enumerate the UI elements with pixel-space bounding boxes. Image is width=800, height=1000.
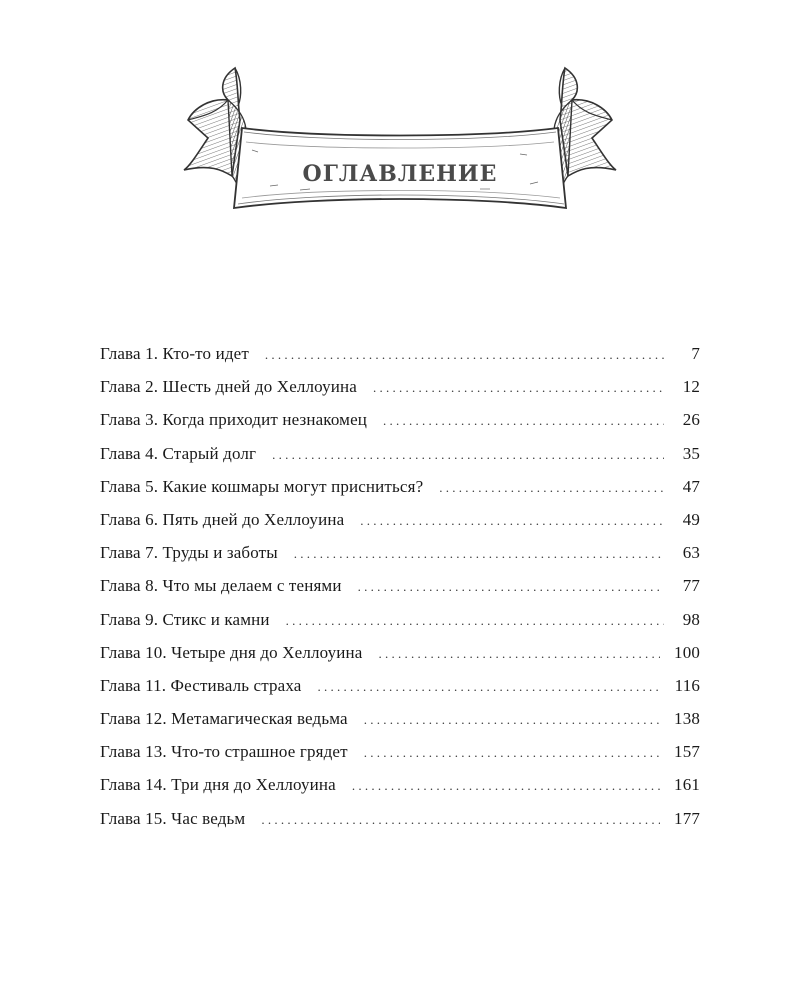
page-number: 7 bbox=[691, 344, 700, 363]
toc-row[interactable] bbox=[100, 410, 700, 443]
chapter-title: Глава 5. Какие кошмары могут присниться? bbox=[100, 476, 424, 496]
page-number: 100 bbox=[674, 642, 700, 662]
chapter-title: Глава 14. Три дня до Хеллоуина bbox=[100, 775, 336, 795]
toc-row[interactable] bbox=[100, 742, 700, 775]
page-number: 98 bbox=[682, 609, 700, 629]
page-title: оглавление bbox=[302, 153, 498, 189]
dot-leader bbox=[383, 413, 664, 429]
dot-leader bbox=[286, 613, 664, 629]
dot-leader bbox=[317, 679, 660, 695]
dot-leader bbox=[261, 812, 660, 828]
dot-leader bbox=[272, 447, 664, 463]
toc-row[interactable] bbox=[100, 344, 700, 377]
dot-leader bbox=[360, 513, 664, 529]
toc-row[interactable] bbox=[100, 543, 700, 576]
dot-leader bbox=[265, 347, 664, 363]
page-number: 77 bbox=[682, 576, 700, 596]
dot-leader bbox=[352, 778, 660, 794]
chapter-title: Глава 15. Час ведьм bbox=[100, 808, 246, 828]
scroll-banner-icon bbox=[180, 58, 620, 228]
dot-leader bbox=[378, 646, 660, 662]
chapter-title: Глава 7. Труды и заботы bbox=[100, 543, 278, 563]
dot-leader bbox=[439, 480, 664, 496]
page-number: 47 bbox=[682, 476, 700, 496]
page-number: 116 bbox=[674, 675, 700, 695]
dot-leader bbox=[364, 745, 660, 761]
chapter-title: Глава 9. Стикс и камни bbox=[100, 609, 270, 629]
page-number: 157 bbox=[674, 742, 700, 762]
page-number: 12 bbox=[682, 377, 700, 397]
chapter-title: Глава 10. Четыре дня до Хеллоуина bbox=[100, 642, 363, 662]
page-number: 49 bbox=[682, 509, 700, 529]
page-number: 35 bbox=[682, 443, 700, 463]
toc-row[interactable] bbox=[100, 809, 700, 842]
dot-leader bbox=[373, 380, 664, 396]
page-number: 138 bbox=[674, 709, 700, 729]
chapter-title: Глава 4. Старый долг bbox=[100, 443, 257, 463]
toc-row[interactable] bbox=[100, 477, 700, 510]
toc-row[interactable] bbox=[100, 444, 700, 477]
chapter-title: Глава 12. Метамагическая ведьма bbox=[100, 709, 348, 729]
chapter-title: Глава 2. Шесть дней до Хеллоуина bbox=[100, 377, 357, 397]
heading-banner bbox=[180, 58, 620, 228]
toc-row[interactable] bbox=[100, 709, 700, 742]
toc-row[interactable] bbox=[100, 510, 700, 543]
chapter-title: Глава 6. Пять дней до Хеллоуина bbox=[100, 509, 345, 529]
chapter-title: Глава 8. Что мы делаем с тенями bbox=[100, 576, 342, 596]
table-of-contents bbox=[100, 344, 700, 842]
chapter-title: Глава 11. Фестиваль страха bbox=[100, 675, 302, 695]
chapter-title: Глава 3. Когда приходит незнакомец bbox=[100, 410, 368, 430]
chapter-title: Глава 13. Что-то страшное грядет bbox=[100, 742, 348, 762]
page-number: 63 bbox=[682, 543, 700, 563]
toc-row[interactable] bbox=[100, 676, 700, 709]
dot-leader bbox=[294, 546, 664, 562]
chapter-title: Глава 1. Кто-то идет bbox=[100, 344, 249, 363]
dot-leader bbox=[358, 579, 664, 595]
toc-row[interactable] bbox=[100, 610, 700, 643]
dot-leader bbox=[364, 712, 660, 728]
toc-row[interactable] bbox=[100, 576, 700, 609]
toc-row[interactable] bbox=[100, 775, 700, 808]
page-number: 177 bbox=[674, 808, 700, 828]
page-number: 26 bbox=[682, 410, 700, 430]
toc-row[interactable] bbox=[100, 377, 700, 410]
toc-row[interactable] bbox=[100, 643, 700, 676]
page-number: 161 bbox=[674, 775, 700, 795]
